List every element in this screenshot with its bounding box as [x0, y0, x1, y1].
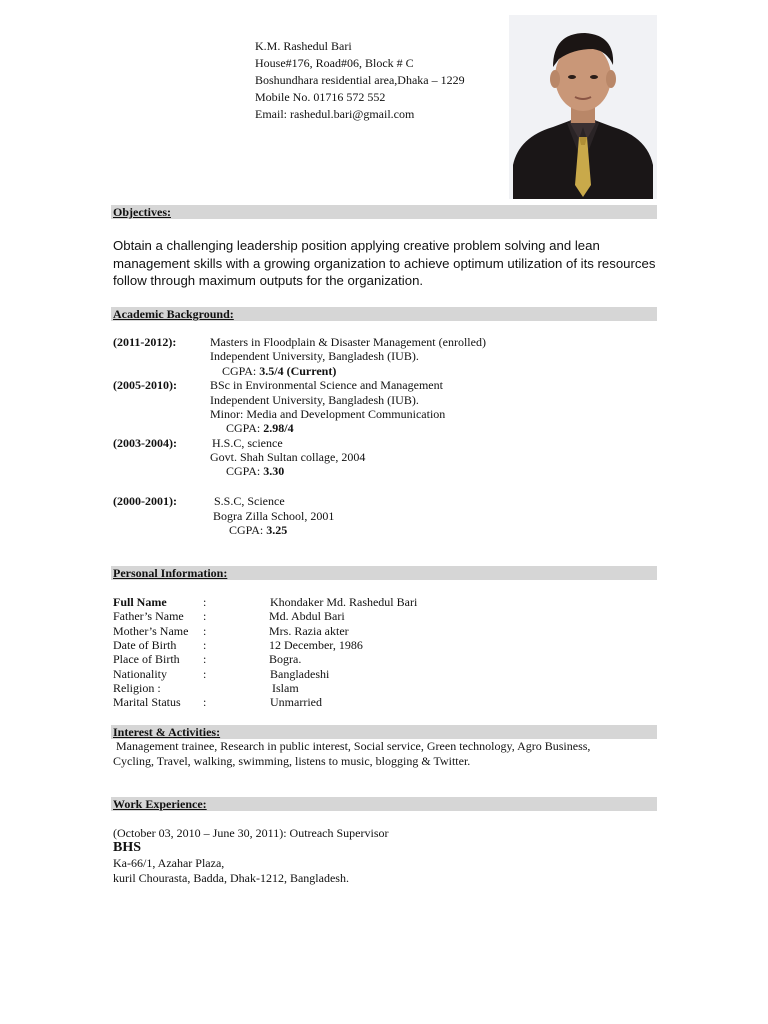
personal-colon: : [203, 624, 207, 638]
section-bar-interest [111, 725, 657, 739]
cgpa-value: 2.98/4 [263, 421, 294, 435]
personal-key: Place of Birth [113, 652, 180, 666]
portrait-image [509, 15, 657, 199]
personal-row [113, 681, 653, 696]
academic-institution: Govt. Shah Sultan collage, 2004 [210, 450, 366, 464]
interest-line2: Cycling, Travel, walking, swimming, listens to music, blogging & Twitter. [113, 754, 471, 768]
academic-degree: Masters in Floodplain & Disaster Management (enrolled) [210, 335, 486, 349]
contact-email: Email: rashedul.bari@gmail.com [255, 107, 415, 121]
contact-name: K.M. Rashedul Bari [255, 39, 352, 53]
section-title-objectives: Objectives: [113, 205, 171, 219]
personal-colon: : [203, 667, 207, 681]
academic-institution: Independent University, Bangladesh (IUB). [210, 349, 419, 363]
cgpa-value: 3.25 [266, 523, 288, 537]
academic-cgpa [229, 523, 287, 538]
academic-cgpa [226, 421, 294, 436]
work-address-line1: Ka-66/1, Azahar Plaza, [113, 856, 225, 870]
interest-line1: Management trainee, Research in public interest, Social service, Green technology, Agro Business, [113, 739, 591, 753]
contact-block [255, 38, 465, 123]
personal-value: Bogra. [269, 652, 302, 666]
personal-key: Nationality [113, 667, 167, 681]
contact-mobile: Mobile No. 01716 572 552 [255, 90, 386, 104]
personal-row [113, 609, 653, 624]
cgpa-label: CGPA: [226, 421, 264, 435]
personal-colon: : [203, 695, 207, 709]
personal-colon: : [203, 652, 207, 666]
personal-key: Father’s Name [113, 609, 184, 623]
section-bar-work [111, 797, 657, 811]
personal-colon: : [203, 609, 207, 623]
personal-value: Khondaker Md. Rashedul Bari [270, 595, 418, 609]
personal-key: Date of Birth [113, 638, 177, 652]
academic-period: (2011-2012): [113, 335, 177, 349]
personal-row [113, 652, 653, 667]
academic-degree: BSc in Environmental Science and Management [210, 378, 443, 392]
academic-degree: H.S.C, science [212, 436, 283, 450]
section-bar-personal [111, 566, 657, 580]
section-title-interest: Interest & Activities: [113, 725, 221, 739]
cgpa-label: CGPA: [226, 464, 264, 478]
personal-key: Religion : [113, 681, 161, 695]
personal-key: Mother’s Name [113, 624, 189, 638]
personal-value: Islam [272, 681, 299, 695]
personal-key: Full Name [113, 595, 167, 609]
personal-row [113, 595, 653, 610]
personal-row [113, 638, 653, 653]
personal-colon: : [203, 638, 207, 652]
personal-key: Marital Status [113, 695, 181, 709]
academic-period: (2003-2004): [113, 436, 177, 450]
personal-row [113, 624, 653, 639]
personal-value: Bangladeshi [270, 667, 330, 681]
cgpa-label: CGPA: [229, 523, 267, 537]
academic-institution: Independent University, Bangladesh (IUB). [210, 393, 419, 407]
personal-value: Mrs. Razia akter [269, 624, 349, 638]
cgpa-label: CGPA: [222, 364, 260, 378]
profile-photo [509, 15, 657, 199]
contact-address-line1: House#176, Road#06, Block # C [255, 56, 414, 70]
cgpa-value: 3.5/4 (Current) [259, 364, 337, 378]
work-address-line2: kuril Chourasta, Badda, Dhak-1212, Bangladesh. [113, 871, 349, 885]
academic-period: (2000-2001): [113, 494, 177, 508]
academic-degree: S.S.C, Science [214, 494, 285, 508]
personal-row [113, 667, 653, 682]
academic-institution: Bogra Zilla School, 2001 [213, 509, 335, 523]
academic-period: (2005-2010): [113, 378, 177, 392]
section-bar-objectives [111, 205, 657, 219]
section-bar-academic [111, 307, 657, 321]
academic-minor: Minor: Media and Development Communication [210, 407, 446, 421]
section-title-personal: Personal Information: [113, 566, 228, 580]
work-period: (October 03, 2010 – June 30, 2011): Outreach Supervisor [113, 826, 389, 840]
objective-text: Obtain a challenging leadership position applying creative problem solving and lean management skills with a growing organization to achieve optimum utilization of its resources follow through maximum outputs for the organization. [113, 238, 656, 288]
academic-cgpa [222, 364, 336, 379]
academic-cgpa [226, 464, 284, 479]
personal-row [113, 695, 653, 710]
work-company: BHS [113, 840, 142, 855]
cgpa-value: 3.30 [263, 464, 285, 478]
section-title-academic: Academic Background: [113, 307, 234, 321]
personal-value: 12 December, 1986 [269, 638, 363, 652]
personal-value: Unmarried [270, 695, 322, 709]
section-title-work: Work Experience: [113, 797, 207, 811]
contact-address-line2: Boshundhara residential area,Dhaka – 1229 [255, 73, 465, 87]
personal-colon: : [203, 595, 207, 609]
personal-value: Md. Abdul Bari [269, 609, 345, 623]
